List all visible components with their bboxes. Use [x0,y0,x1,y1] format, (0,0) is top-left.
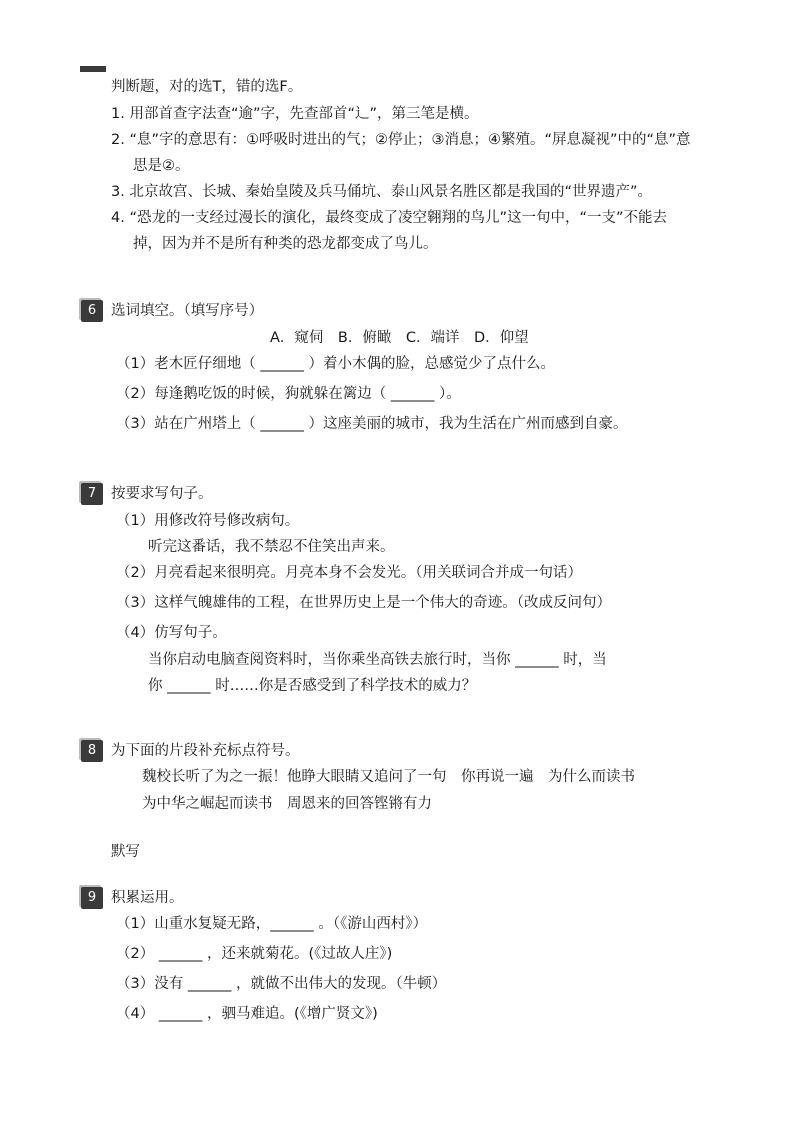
sentence-text: 当你启动电脑查阅资料时，当你乘坐高铁去旅行时，当你 ______ 时，当 [148,652,607,668]
sentence-text: 你 ______ 时……你是否感受到了科学技术的威力？ [148,678,477,694]
question-title: 积累运用。 [111,890,184,906]
judge-item: 1. 用部首查字法查“逾”字，先查部首“辶”，第三笔是横。 [111,106,479,122]
question-title: 为下面的片段补充标点符号。 [111,743,300,759]
sentence-task: （3）这样气魄雄伟的工程，在世界历史上是一个伟大的奇迹。（改成反问句） [116,595,611,611]
judge-item: 思是②。 [133,158,190,174]
question-number-badge: 9 [81,887,103,909]
judge-item: 4. “恐龙的一支经过漫长的演化，最终变成了凌空翱翔的鸟儿”这一句中，“一支”不能去 [111,210,667,226]
recitation-item: （2） ______ ，还来就菊花。(《过故人庄》) [116,946,393,962]
recitation-item: （4） ______ ，驷马难追。(《增广贤文》) [116,1006,378,1022]
question-title: 按要求写句子。 [111,486,213,502]
question-number-badge: 6 [81,300,103,322]
sentence-task: （2）月亮看起来很明亮。月亮本身不会发光。（用关联词合并成一句话） [116,565,582,581]
recitation-item: （1）山重水复疑无路，______ 。（《游山西村》） [116,916,428,932]
question-title: 选词填空。（填写序号） [111,303,264,319]
fill-blank-item: （3）站在广州塔上（ ______ ）这座美丽的城市，我为生活在广州而感到自豪。 [116,416,628,432]
judge-instruction: 判断题，对的选T，错的选F。 [111,79,303,95]
passage-text: 为中华之崛起而读书 周恩来的回答铿锵有力 [142,796,432,812]
word-options: A．窥伺 B．俯瞰 C．端详 D．仰望 [270,330,529,346]
judge-item: 掉，因为并不是所有种类的恐龙都变成了鸟儿。 [133,236,438,252]
sentence-task: （1）用修改符号修改病句。 [116,513,300,529]
question-number-badge: 7 [81,483,103,505]
sentence-task: （4）仿写句子。 [116,625,227,641]
recitation-item: （3）没有 ______ ，就做不出伟大的发现。（牛顿） [116,976,447,992]
fill-blank-item: （1）老木匠仔细地（ ______ ）着小木偶的脸，总感觉少了点什么。 [116,356,555,372]
section-marker [80,66,106,72]
passage-text: 魏校长听了为之一振！他睁大眼睛又追问了一句 你再说一遍 为什么而读书 [142,769,635,785]
fill-blank-item: （2）每逢鹅吃饭的时候，狗就躲在篱边（ ______ ）。 [116,386,461,402]
judge-item: 2. “息”字的意思有：①呼吸时进出的气；②停止；③消息；④繁殖。“屏息凝视”中的“息”意 [111,132,691,148]
section-label: 默写 [111,844,140,860]
judge-item: 3. 北京故宫、长城、秦始皇陵及兵马俑坑、泰山风景名胜区都是我国的“世界遗产”。 [111,184,652,200]
question-number-badge: 8 [81,740,103,762]
sentence-text: 听完这番话，我不禁忍不住笑出声来。 [148,539,395,555]
